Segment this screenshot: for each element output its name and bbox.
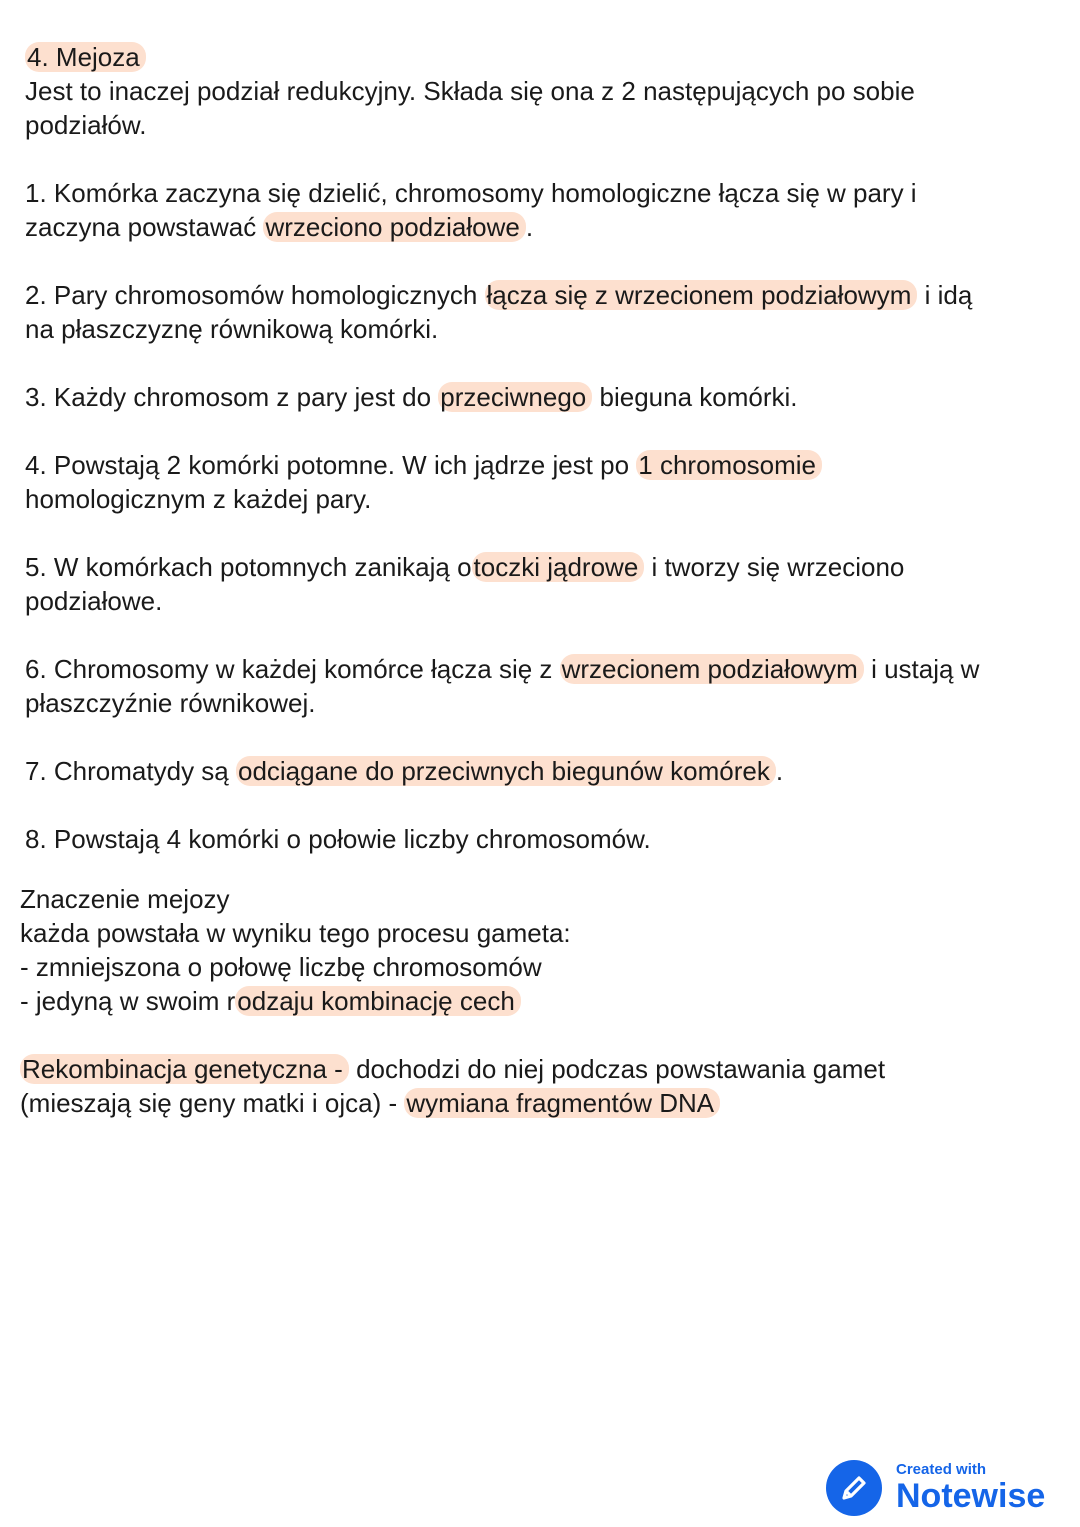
- text-line: [20, 950, 571, 984]
- highlighted-text: przeciwnego: [438, 382, 592, 412]
- highlighted-text: odzaju kombinację cech: [235, 986, 521, 1016]
- text-segment: na płaszczyznę równikową komórki.: [25, 314, 439, 344]
- text-segment: Jest to inaczej podział redukcyjny. Składa się ona z 2 następujących po sobie: [25, 76, 915, 106]
- paragraph-step-6: [25, 652, 979, 720]
- text-segment: i tworzy się wrzeciono: [644, 552, 905, 582]
- text-line: [25, 584, 904, 618]
- text-segment: 3. Każdy chromosom z pary jest do: [25, 382, 439, 412]
- text-line: [25, 686, 979, 720]
- created-with-label: Created with: [896, 1461, 987, 1478]
- paragraph-title: [25, 40, 915, 142]
- text-segment: i ustają w: [863, 654, 980, 684]
- highlighted-text: toczki jądrowe: [472, 552, 645, 582]
- paragraph-step-8: [25, 822, 651, 856]
- text-line: [25, 652, 979, 686]
- text-line: [25, 380, 798, 414]
- text-line: [25, 210, 917, 244]
- paragraph-recombination: [20, 1052, 885, 1120]
- text-line: [20, 1052, 885, 1086]
- text-line: [20, 916, 571, 950]
- text-segment: - zmniejszona o połowę liczbę chromosomów: [20, 952, 542, 982]
- text-segment: płaszczyźnie równikowej.: [25, 688, 316, 718]
- text-line: [20, 882, 571, 916]
- paragraph-step-7: [25, 754, 783, 788]
- text-segment: 8. Powstają 4 komórki o połowie liczby chromosomów.: [25, 824, 651, 854]
- text-segment: 4. Powstają 2 komórki potomne. W ich jądrze jest po: [25, 450, 637, 480]
- paragraph-step-4: [25, 448, 822, 516]
- text-segment: podziałów.: [25, 110, 147, 140]
- paragraph-step-3: [25, 380, 798, 414]
- text-segment: - jedyną w swoim r: [20, 986, 236, 1016]
- text-segment: i idą: [917, 280, 973, 310]
- text-line: [25, 74, 915, 108]
- text-segment: homologicznym z każdej pary.: [25, 484, 372, 514]
- text-segment: bieguna komórki.: [592, 382, 798, 412]
- paragraph-step-1: [25, 176, 917, 244]
- text-line: [25, 108, 915, 142]
- text-segment: 6. Chromosomy w każdej komórce łącza się z: [25, 654, 560, 684]
- highlighted-text: odciągane do przeciwnych biegunów komórek: [236, 756, 776, 786]
- text-segment: dochodzi do niej podczas powstawania gamet: [348, 1054, 886, 1084]
- highlighted-text: Rekombinacja genetyczna -: [20, 1054, 349, 1084]
- text-line: [25, 40, 915, 74]
- text-line: [25, 312, 972, 346]
- text-line: [25, 822, 651, 856]
- highlighted-text: 1 chromosomie: [636, 450, 822, 480]
- text-line: [25, 550, 904, 584]
- highlighted-text: wrzeciono podziałowe: [263, 212, 525, 242]
- notewise-logo: [826, 1460, 1045, 1516]
- highlighted-text: wymiana fragmentów DNA: [404, 1088, 720, 1118]
- pencil-icon: [826, 1460, 882, 1516]
- text-line: [25, 754, 783, 788]
- text-line: [20, 984, 571, 1018]
- highlighted-text: łącza się z wrzecionem podziałowym: [485, 280, 918, 310]
- highlighted-text: 4. Mejoza: [25, 42, 146, 72]
- text-segment: 5. W komórkach potomnych zanikają o: [25, 552, 472, 582]
- text-line: [25, 482, 822, 516]
- brand-name: Notewise: [896, 1477, 1046, 1515]
- text-segment: .: [775, 756, 784, 786]
- text-segment: podziałowe.: [25, 586, 163, 616]
- text-segment: 1. Komórka zaczyna się dzielić, chromosomy homologiczne łącza się w pary i: [25, 178, 917, 208]
- paragraph-significance: [20, 882, 571, 1018]
- highlighted-text: wrzecionem podziałowym: [560, 654, 864, 684]
- text-line: [25, 448, 822, 482]
- text-segment: każda powstała w wyniku tego procesu gameta:: [20, 918, 571, 948]
- paragraph-step-2: [25, 278, 972, 346]
- text-segment: Znaczenie mejozy: [20, 884, 230, 914]
- text-line: [20, 1086, 885, 1120]
- text-line: [25, 278, 972, 312]
- text-segment: .: [525, 212, 534, 242]
- text-segment: 7. Chromatydy są: [25, 756, 236, 786]
- text-line: [25, 176, 917, 210]
- text-segment: (mieszają się geny matki i ojca) -: [20, 1088, 405, 1118]
- paragraph-step-5: [25, 550, 904, 618]
- text-segment: 2. Pary chromosomów homologicznych: [25, 280, 485, 310]
- text-segment: zaczyna powstawać: [25, 212, 264, 242]
